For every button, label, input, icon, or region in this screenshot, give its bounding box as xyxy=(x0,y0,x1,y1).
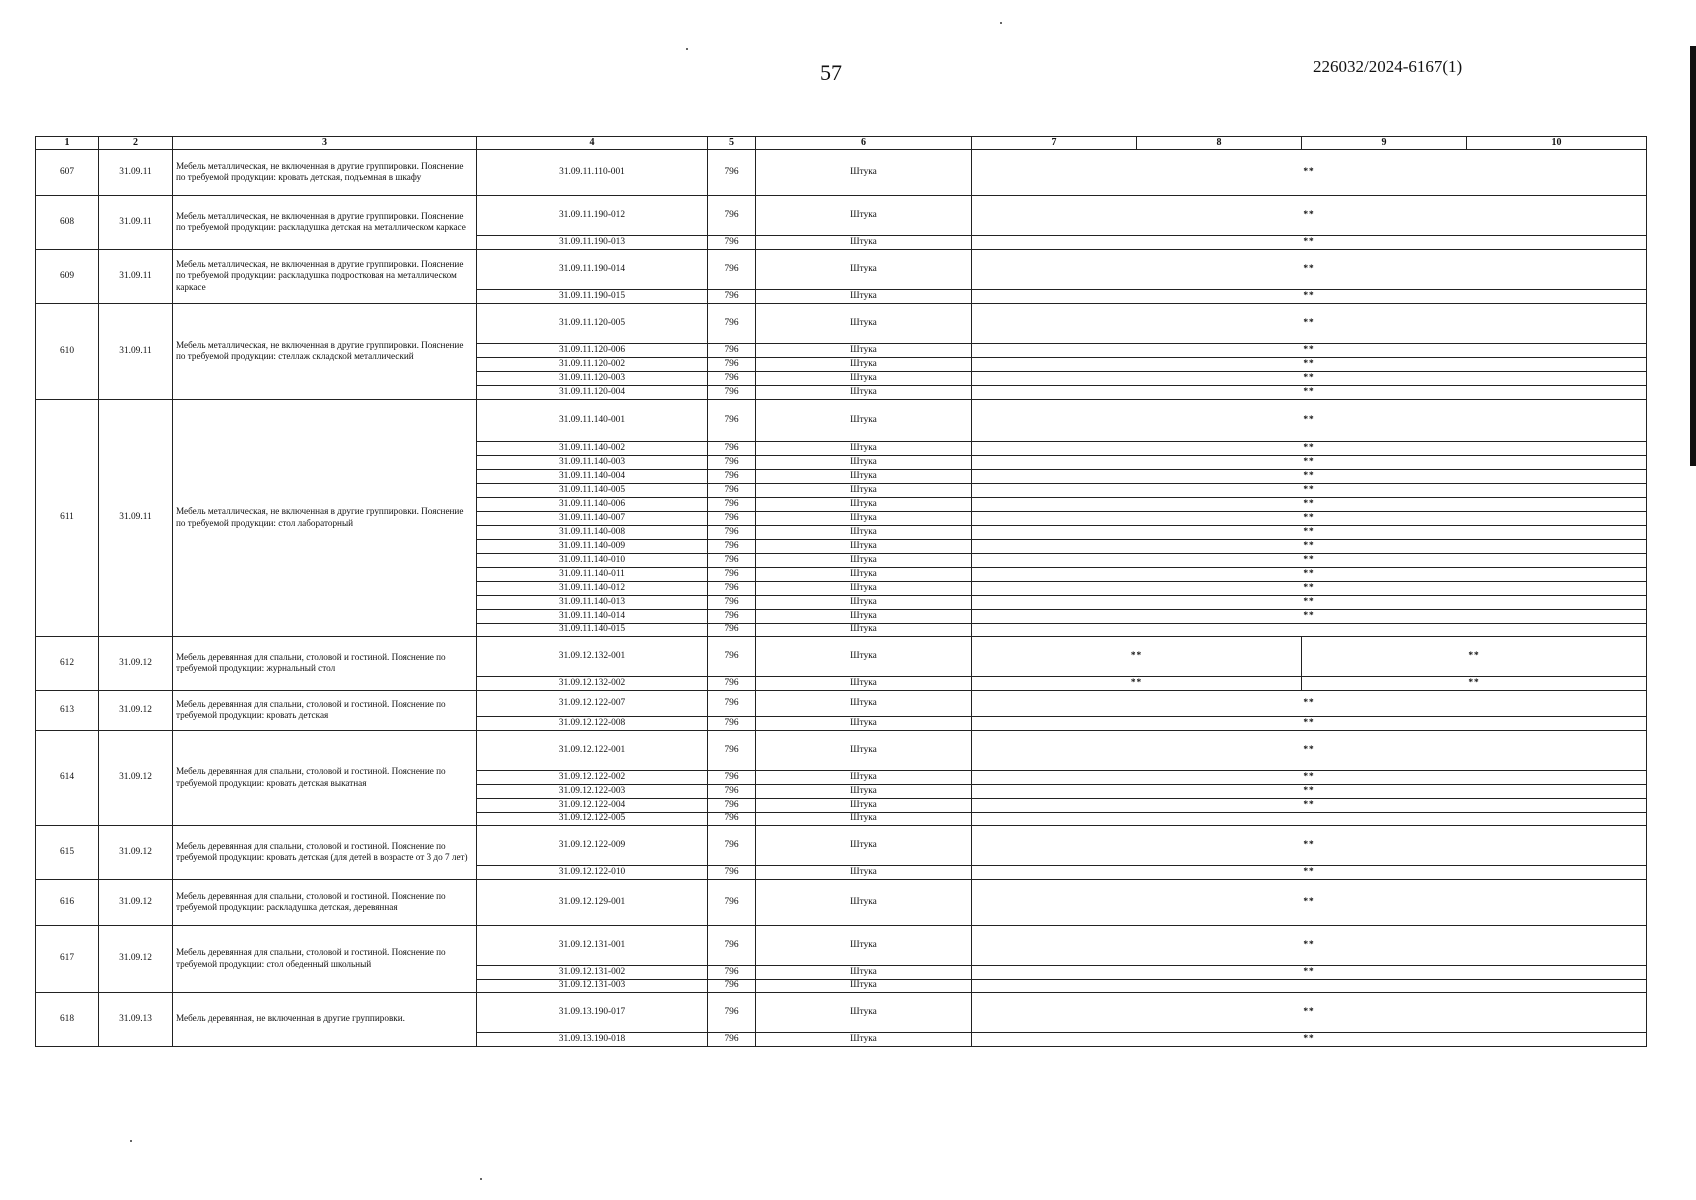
header-col-6: 6 xyxy=(756,137,972,150)
document-id: 226032/2024-6167(1) xyxy=(1313,57,1463,76)
ktru-code-cell: 31.09.11.140-013 xyxy=(477,595,708,609)
unit-name-cell: Штука xyxy=(756,581,972,595)
unit-name-cell: Штука xyxy=(756,483,972,497)
requirement-mark-cell: ** xyxy=(972,798,1647,812)
unit-name-cell: Штука xyxy=(756,825,972,865)
table-row xyxy=(36,992,1647,1032)
ktru-code-cell: 31.09.12.122-001 xyxy=(477,730,708,770)
unit-name-cell: Штука xyxy=(756,371,972,385)
requirement-mark-cell: ** xyxy=(972,371,1647,385)
ktru-code-cell: 31.09.12.122-003 xyxy=(477,784,708,798)
requirement-mark-cell: ** xyxy=(972,399,1647,441)
okei-code-cell: 796 xyxy=(708,357,756,371)
ktru-code-cell: 31.09.12.122-008 xyxy=(477,716,708,730)
okei-code-cell: 796 xyxy=(708,636,756,676)
requirement-mark-cell: ** xyxy=(972,441,1647,455)
okei-code-cell: 796 xyxy=(708,195,756,235)
product-description-cell: Мебель деревянная для спальни, столовой и гостиной. Пояснение по требуемой продукции: кровать детская выкатная xyxy=(173,730,477,825)
okpd2-class-cell: 31.09.12 xyxy=(99,825,173,879)
unit-name-cell: Штука xyxy=(756,539,972,553)
unit-name-cell: Штука xyxy=(756,925,972,965)
scan-speck xyxy=(686,48,688,50)
okei-code-cell: 796 xyxy=(708,595,756,609)
unit-name-cell: Штука xyxy=(756,303,972,343)
requirement-mark-cell: ** xyxy=(972,385,1647,399)
ktru-code-cell: 31.09.13.190-017 xyxy=(477,992,708,1032)
header-col-7: 7 xyxy=(972,137,1137,150)
row-number-cell: 609 xyxy=(36,249,99,303)
header-col-1: 1 xyxy=(36,137,99,150)
unit-name-cell: Штука xyxy=(756,690,972,716)
requirement-mark-cell: ** xyxy=(972,149,1647,195)
okei-code-cell: 796 xyxy=(708,149,756,195)
ktru-code-cell: 31.09.13.190-018 xyxy=(477,1032,708,1046)
header-col-9: 9 xyxy=(1302,137,1467,150)
unit-name-cell: Штука xyxy=(756,784,972,798)
row-number-cell: 608 xyxy=(36,195,99,249)
requirement-mark-cell: ** xyxy=(972,925,1647,965)
header-col-3: 3 xyxy=(173,137,477,150)
requirement-mark-cell: ** xyxy=(972,455,1647,469)
okei-code-cell: 796 xyxy=(708,371,756,385)
product-description-cell: Мебель деревянная для спальни, столовой и гостиной. Пояснение по требуемой продукции: кровать детская xyxy=(173,690,477,730)
requirement-mark-cell: ** xyxy=(972,825,1647,865)
okpd2-class-cell: 31.09.12 xyxy=(99,925,173,992)
requirement-mark-cell: ** xyxy=(972,289,1647,303)
ktru-code-cell: 31.09.11.140-015 xyxy=(477,623,708,636)
okei-code-cell: 796 xyxy=(708,303,756,343)
unit-name-cell: Штука xyxy=(756,525,972,539)
ktru-code-cell: 31.09.11.140-010 xyxy=(477,553,708,567)
product-description-cell: Мебель металлическая, не включенная в другие группировки. Пояснение по требуемой продукции: раскладушка подростковая на металлическом каркасе xyxy=(173,249,477,303)
requirement-mark-cell: ** xyxy=(972,235,1647,249)
okpd2-class-cell: 31.09.12 xyxy=(99,690,173,730)
unit-name-cell: Штука xyxy=(756,609,972,623)
requirement-mark-cell: ** xyxy=(972,784,1647,798)
scan-speck xyxy=(1000,22,1002,24)
requirement-mark-cell: ** xyxy=(972,343,1647,357)
product-description-cell: Мебель деревянная для спальни, столовой и гостиной. Пояснение по требуемой продукции: журнальный стол xyxy=(173,636,477,690)
unit-name-cell: Штука xyxy=(756,716,972,730)
ktru-code-cell: 31.09.11.140-008 xyxy=(477,525,708,539)
unit-name-cell: Штука xyxy=(756,879,972,925)
ktru-code-cell: 31.09.11.140-009 xyxy=(477,539,708,553)
okei-code-cell: 796 xyxy=(708,676,756,690)
requirement-mark-cell: ** xyxy=(972,469,1647,483)
requirement-mark-cell: ** xyxy=(972,865,1647,879)
unit-name-cell: Штука xyxy=(756,865,972,879)
ktru-code-cell: 31.09.11.110-001 xyxy=(477,149,708,195)
ktru-code-cell: 31.09.11.120-006 xyxy=(477,343,708,357)
okei-code-cell: 796 xyxy=(708,825,756,865)
table-body xyxy=(36,149,1647,1046)
okei-code-cell: 796 xyxy=(708,812,756,825)
okei-code-cell: 796 xyxy=(708,289,756,303)
table-row xyxy=(36,149,1647,195)
ktru-code-cell: 31.09.11.140-004 xyxy=(477,469,708,483)
requirement-mark-cell xyxy=(972,812,1647,825)
okei-code-cell: 796 xyxy=(708,770,756,784)
okei-code-cell: 796 xyxy=(708,441,756,455)
product-description-cell: Мебель металлическая, не включенная в другие группировки. Пояснение по требуемой продукции: стеллаж складской металлический xyxy=(173,303,477,399)
okpd2-class-cell: 31.09.11 xyxy=(99,149,173,195)
table-row xyxy=(36,249,1647,289)
unit-name-cell: Штука xyxy=(756,469,972,483)
row-number-cell: 607 xyxy=(36,149,99,195)
requirement-mark-cell: ** xyxy=(972,567,1647,581)
scan-speck xyxy=(130,1140,132,1142)
row-number-cell: 610 xyxy=(36,303,99,399)
okei-code-cell: 796 xyxy=(708,399,756,441)
unit-name-cell: Штука xyxy=(756,979,972,992)
requirement-mark-cell: ** xyxy=(972,595,1647,609)
okei-code-cell: 796 xyxy=(708,249,756,289)
row-number-cell: 615 xyxy=(36,825,99,879)
table-row xyxy=(36,730,1647,770)
ktru-code-cell: 31.09.11.190-013 xyxy=(477,235,708,249)
unit-name-cell: Штука xyxy=(756,249,972,289)
ktru-code-cell: 31.09.12.131-001 xyxy=(477,925,708,965)
okei-code-cell: 796 xyxy=(708,1032,756,1046)
ktru-code-cell: 31.09.12.132-002 xyxy=(477,676,708,690)
okei-code-cell: 796 xyxy=(708,865,756,879)
requirement-mark-cell: ** xyxy=(972,357,1647,371)
ktru-code-cell: 31.09.11.140-005 xyxy=(477,483,708,497)
row-number-cell: 613 xyxy=(36,690,99,730)
okpd2-class-cell: 31.09.11 xyxy=(99,303,173,399)
row-number-cell: 611 xyxy=(36,399,99,636)
okei-code-cell: 796 xyxy=(708,992,756,1032)
scan-speck xyxy=(480,1178,482,1180)
header-col-8: 8 xyxy=(1137,137,1302,150)
unit-name-cell: Штука xyxy=(756,623,972,636)
requirement-mark-cell: ** xyxy=(972,609,1647,623)
requirement-mark-cell xyxy=(972,979,1647,992)
okei-code-cell: 796 xyxy=(708,716,756,730)
requirement-mark-cell: ** xyxy=(972,539,1647,553)
register-table xyxy=(35,136,1647,1047)
ktru-code-cell: 31.09.12.122-004 xyxy=(477,798,708,812)
requirement-mark-cell: ** xyxy=(972,965,1647,979)
requirement-mark-cell xyxy=(972,623,1647,636)
row-number-cell: 614 xyxy=(36,730,99,825)
unit-name-cell: Штука xyxy=(756,399,972,441)
okei-code-cell: 796 xyxy=(708,525,756,539)
okei-code-cell: 796 xyxy=(708,965,756,979)
okei-code-cell: 796 xyxy=(708,979,756,992)
okei-code-cell: 796 xyxy=(708,623,756,636)
okpd2-class-cell: 31.09.11 xyxy=(99,249,173,303)
ktru-code-cell: 31.09.12.122-002 xyxy=(477,770,708,784)
ktru-code-cell: 31.09.11.140-012 xyxy=(477,581,708,595)
row-number-cell: 618 xyxy=(36,992,99,1046)
unit-name-cell: Штука xyxy=(756,195,972,235)
okei-code-cell: 796 xyxy=(708,497,756,511)
okei-code-cell: 796 xyxy=(708,609,756,623)
requirement-mark-cell: ** xyxy=(972,553,1647,567)
unit-name-cell: Штука xyxy=(756,595,972,609)
okpd2-class-cell: 31.09.11 xyxy=(99,399,173,636)
product-description-cell: Мебель металлическая, не включенная в другие группировки. Пояснение по требуемой продукции: стол лабораторный xyxy=(173,399,477,636)
requirement-mark-cell: ** xyxy=(972,195,1647,235)
unit-name-cell: Штука xyxy=(756,553,972,567)
requirement-mark-cell: ** xyxy=(972,770,1647,784)
okei-code-cell: 796 xyxy=(708,784,756,798)
requirement-mark-cell: ** xyxy=(972,525,1647,539)
ktru-code-cell: 31.09.12.129-001 xyxy=(477,879,708,925)
okei-code-cell: 796 xyxy=(708,798,756,812)
product-description-cell: Мебель деревянная для спальни, столовой и гостиной. Пояснение по требуемой продукции: раскладушка детская, деревянная xyxy=(173,879,477,925)
ktru-code-cell: 31.09.12.131-002 xyxy=(477,965,708,979)
header-row xyxy=(36,137,1647,150)
header-col-5: 5 xyxy=(708,137,756,150)
product-description-cell: Мебель деревянная для спальни, столовой и гостиной. Пояснение по требуемой продукции: стол обеденный школьный xyxy=(173,925,477,992)
okpd2-class-cell: 31.09.12 xyxy=(99,879,173,925)
requirement-mark-cell: ** xyxy=(972,690,1647,716)
okei-code-cell: 796 xyxy=(708,469,756,483)
okei-code-cell: 796 xyxy=(708,343,756,357)
unit-name-cell: Штука xyxy=(756,149,972,195)
unit-name-cell: Штука xyxy=(756,357,972,371)
okpd2-class-cell: 31.09.12 xyxy=(99,730,173,825)
unit-name-cell: Штука xyxy=(756,965,972,979)
product-description-cell: Мебель металлическая, не включенная в другие группировки. Пояснение по требуемой продукции: раскладушка детская на металлическом каркасе xyxy=(173,195,477,249)
unit-name-cell: Штука xyxy=(756,497,972,511)
unit-name-cell: Штука xyxy=(756,1032,972,1046)
requirement-mark-cell: ** xyxy=(972,730,1647,770)
unit-name-cell: Штука xyxy=(756,441,972,455)
ktru-code-cell: 31.09.11.140-001 xyxy=(477,399,708,441)
header-col-2: 2 xyxy=(99,137,173,150)
ktru-code-cell: 31.09.11.120-004 xyxy=(477,385,708,399)
unit-name-cell: Штука xyxy=(756,235,972,249)
requirement-mark-cell: ** xyxy=(972,483,1647,497)
unit-name-cell: Штука xyxy=(756,992,972,1032)
ktru-code-cell: 31.09.12.122-005 xyxy=(477,812,708,825)
okpd2-class-cell: 31.09.13 xyxy=(99,992,173,1046)
ktru-code-cell: 31.09.11.140-006 xyxy=(477,497,708,511)
okei-code-cell: 796 xyxy=(708,581,756,595)
table-header xyxy=(36,137,1647,150)
ktru-code-cell: 31.09.11.140-011 xyxy=(477,567,708,581)
unit-name-cell: Штука xyxy=(756,289,972,303)
okei-code-cell: 796 xyxy=(708,879,756,925)
ktru-code-cell: 31.09.11.140-002 xyxy=(477,441,708,455)
requirement-mark-cell: ** xyxy=(1302,676,1647,690)
requirement-mark-cell: ** xyxy=(972,879,1647,925)
ktru-code-cell: 31.09.11.120-002 xyxy=(477,357,708,371)
unit-name-cell: Штука xyxy=(756,676,972,690)
row-number-cell: 612 xyxy=(36,636,99,690)
ktru-code-cell: 31.09.11.120-005 xyxy=(477,303,708,343)
okpd2-class-cell: 31.09.12 xyxy=(99,636,173,690)
okpd2-class-cell: 31.09.11 xyxy=(99,195,173,249)
unit-name-cell: Штука xyxy=(756,343,972,357)
okei-code-cell: 796 xyxy=(708,730,756,770)
okei-code-cell: 796 xyxy=(708,567,756,581)
scan-edge-artifact xyxy=(1690,46,1696,466)
unit-name-cell: Штука xyxy=(756,385,972,399)
okei-code-cell: 796 xyxy=(708,483,756,497)
product-description-cell: Мебель металлическая, не включенная в другие группировки. Пояснение по требуемой продукции: кровать детская, подъемная в шкафу xyxy=(173,149,477,195)
okei-code-cell: 796 xyxy=(708,539,756,553)
okei-code-cell: 796 xyxy=(708,925,756,965)
unit-name-cell: Штука xyxy=(756,455,972,469)
product-description-cell: Мебель деревянная, не включенная в другие группировки. xyxy=(173,992,477,1046)
ktru-code-cell: 31.09.12.131-003 xyxy=(477,979,708,992)
requirement-mark-cell: ** xyxy=(972,497,1647,511)
requirement-mark-cell: ** xyxy=(972,1032,1647,1046)
requirement-mark-cell: ** xyxy=(972,581,1647,595)
table-row xyxy=(36,636,1647,676)
requirement-mark-cell: ** xyxy=(972,511,1647,525)
ktru-code-cell: 31.09.11.190-012 xyxy=(477,195,708,235)
unit-name-cell: Штука xyxy=(756,567,972,581)
table-row xyxy=(36,925,1647,965)
table-row xyxy=(36,303,1647,343)
table-row xyxy=(36,879,1647,925)
ktru-code-cell: 31.09.11.190-015 xyxy=(477,289,708,303)
ktru-code-cell: 31.09.11.120-003 xyxy=(477,371,708,385)
ktru-code-cell: 31.09.11.140-003 xyxy=(477,455,708,469)
ktru-code-cell: 31.09.11.140-007 xyxy=(477,511,708,525)
requirement-mark-cell: ** xyxy=(972,636,1302,676)
requirement-mark-cell: ** xyxy=(972,676,1302,690)
page-number: 57 xyxy=(820,60,842,85)
okei-code-cell: 796 xyxy=(708,385,756,399)
okei-code-cell: 796 xyxy=(708,690,756,716)
unit-name-cell: Штука xyxy=(756,511,972,525)
ktru-code-cell: 31.09.12.122-009 xyxy=(477,825,708,865)
ktru-code-cell: 31.09.12.132-001 xyxy=(477,636,708,676)
requirement-mark-cell: ** xyxy=(972,716,1647,730)
ktru-code-cell: 31.09.12.122-007 xyxy=(477,690,708,716)
requirement-mark-cell: ** xyxy=(972,992,1647,1032)
ktru-code-cell: 31.09.11.140-014 xyxy=(477,609,708,623)
table-row xyxy=(36,690,1647,716)
requirement-mark-cell: ** xyxy=(972,303,1647,343)
unit-name-cell: Штука xyxy=(756,798,972,812)
requirement-mark-cell: ** xyxy=(972,249,1647,289)
unit-name-cell: Штука xyxy=(756,770,972,784)
table-row xyxy=(36,825,1647,865)
table-row xyxy=(36,195,1647,235)
table-row xyxy=(36,399,1647,441)
row-number-cell: 616 xyxy=(36,879,99,925)
unit-name-cell: Штука xyxy=(756,730,972,770)
ktru-code-cell: 31.09.12.122-010 xyxy=(477,865,708,879)
product-description-cell: Мебель деревянная для спальни, столовой и гостиной. Пояснение по требуемой продукции: кровать детская (для детей в возрасте от 3 до 7 лет) xyxy=(173,825,477,879)
row-number-cell: 617 xyxy=(36,925,99,992)
okei-code-cell: 796 xyxy=(708,553,756,567)
okei-code-cell: 796 xyxy=(708,235,756,249)
requirement-mark-cell: ** xyxy=(1302,636,1647,676)
header-col-10: 10 xyxy=(1467,137,1647,150)
okei-code-cell: 796 xyxy=(708,455,756,469)
ktru-code-cell: 31.09.11.190-014 xyxy=(477,249,708,289)
header-col-4: 4 xyxy=(477,137,708,150)
unit-name-cell: Штука xyxy=(756,636,972,676)
unit-name-cell: Штука xyxy=(756,812,972,825)
okei-code-cell: 796 xyxy=(708,511,756,525)
